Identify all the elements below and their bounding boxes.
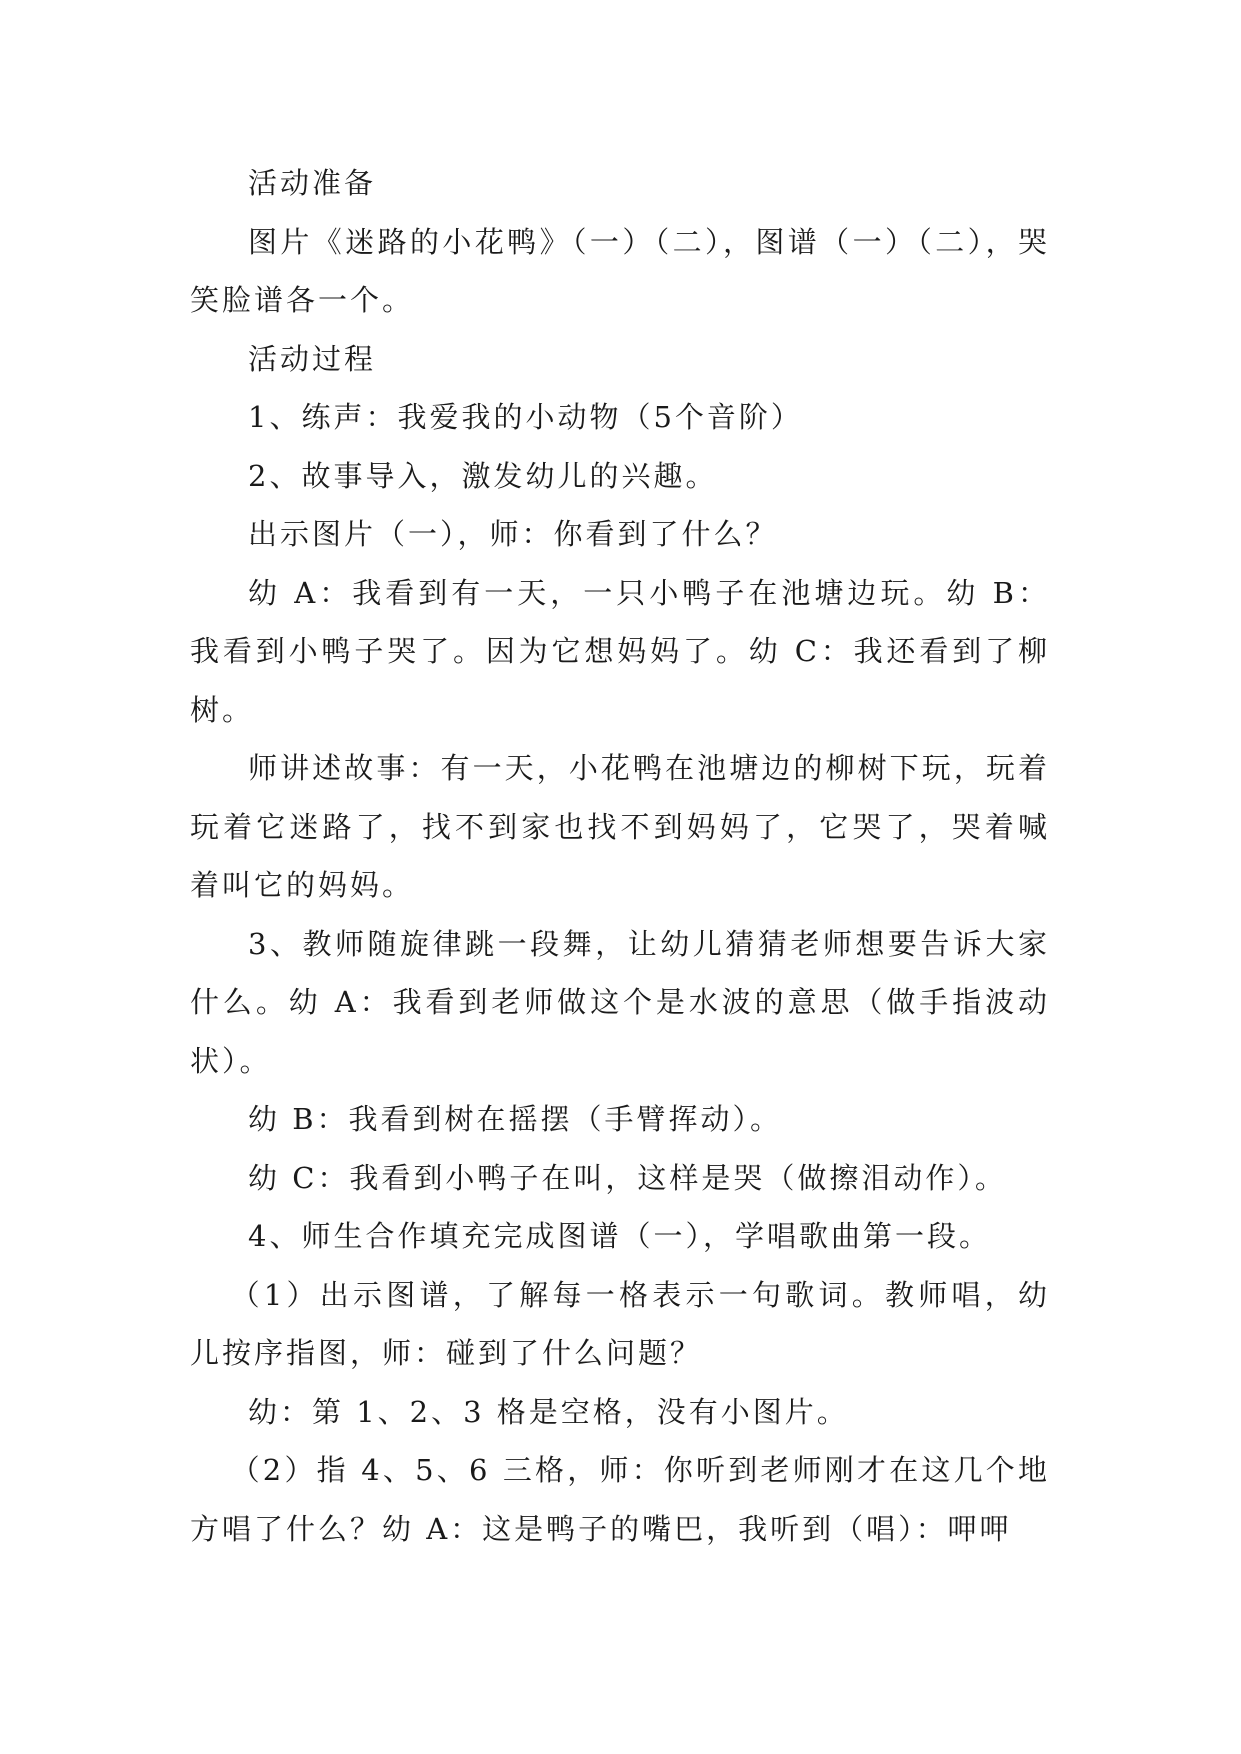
paragraph-step-4: 4、师生合作填充完成图谱（一），学唱歌曲第一段。 xyxy=(248,1219,991,1253)
paragraph-materials: 图片《迷路的小花鸭》（一）（二），图谱（一）（二），哭笑脸谱各一个。 xyxy=(190,224,1050,317)
paragraph-teacher-story: 师讲述故事：有一天，小花鸭在池塘边的柳树下玩，玩着玩着它迷路了，找不到家也找不到妈妈了，它哭了，哭着喊着叫它的妈妈。 xyxy=(190,751,1050,902)
paragraph-step-3: 3、教师随旋律跳一段舞，让幼儿猜猜老师想要告诉大家什么。幼 A：我看到老师做这个是水波的意思（做手指波动状）。 xyxy=(190,926,1050,1078)
paragraph-substep-2: （2）指 4、5、6 三格，师：你听到老师刚才在这几个地方唱了什么？幼 A：这是鸭子的嘴巴，我听到（唱）：呷呷 xyxy=(190,1453,1050,1546)
paragraph-show-picture: 出示图片（一），师：你看到了什么？ xyxy=(248,517,778,551)
paragraph-child-b: 幼 B：我看到树在摇摆（手臂挥动）。 xyxy=(248,1102,783,1136)
document-body xyxy=(190,154,1050,1558)
heading-activity-preparation: 活动准备 xyxy=(248,166,377,200)
paragraph-step-1: 1、练声：我爱我的小动物（5个音阶） xyxy=(248,400,803,434)
paragraph-substep-1: （1）出示图谱，了解每一格表示一句歌词。教师唱，幼儿按序指图，师：碰到了什么问题？ xyxy=(190,1277,1050,1370)
paragraph-child-answer-grid: 幼：第 1、2、3 格是空格，没有小图片。 xyxy=(248,1394,849,1429)
paragraph-child-answers-1: 幼 A：我看到有一天，一只小鸭子在池塘边玩。幼 B：我看到小鸭子哭了。因为它想妈妈了。幼 C：我还看到了柳树。 xyxy=(190,575,1050,727)
paragraph-step-2: 2、故事导入，激发幼儿的兴趣。 xyxy=(248,458,718,493)
paragraph-child-c: 幼 C：我看到小鸭子在叫，这样是哭（做擦泪动作）。 xyxy=(248,1160,1007,1195)
heading-activity-process: 活动过程 xyxy=(248,341,377,376)
